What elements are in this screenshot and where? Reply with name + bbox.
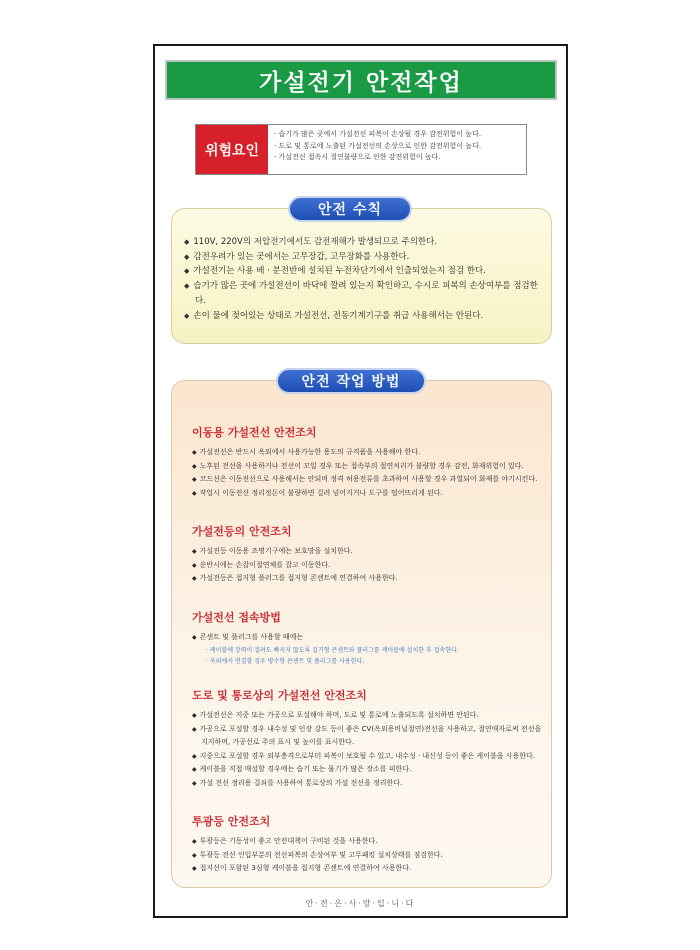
risk-factors-box <box>195 124 527 175</box>
list-item: ◆ 접지선이 포함된 3심형 케이블을 접지형 콘센트에 연결하여 사용한다. <box>192 862 544 876</box>
risk-item: · 습기가 많은 곳에서 가설전선 피복이 손상될 경우 감전위험이 높다. <box>274 129 481 141</box>
risk-item: · 도로 및 통로에 노출된 가설전선의 손상으로 인한 감전위험이 높다. <box>274 141 481 153</box>
rule-item: ◆ 습기가 많은 곳에 가설전선이 바닥에 깔려 있는지 확인하고, 수시로 피복의 손상여부를 점검한다. <box>184 279 541 308</box>
safety-rules-heading: 안전 수칙 <box>288 196 412 222</box>
title-banner <box>165 60 557 100</box>
section-title: 가설전등의 안전조치 <box>192 525 292 538</box>
list-item: ◆ 작업시 이동전선 정리정돈이 불량하면 걸려 넘어지거나 도구를 떨어뜨리게 된다. <box>192 487 544 501</box>
list-item: ◆ 투광등 전선 인입부분의 전선피복의 손상여부 및 고무패킹 설치상태를 점검한다. <box>192 849 544 863</box>
list-item: ◆ 가설전선은 지중 또는 가공으로 포설해야 하며, 도로 및 통로에 노출되도록 설치하면 안된다. <box>192 709 544 723</box>
section-title: 가설전선 접속방법 <box>192 611 281 624</box>
section-lamps <box>192 523 544 586</box>
list-item: ◆ 가설전선은 반드시 옥외에서 사용가능한 용도의 규격품을 사용해야 한다. <box>192 446 544 460</box>
rule-item: ◆ 감전우려가 있는 곳에서는 고무장갑, 고무장화를 사용한다. <box>184 250 541 265</box>
work-method-heading: 안전 작업 방법 <box>276 368 426 394</box>
list-item: ◆ 노후된 전선을 사용하거나 전선이 꼬일 경우 또는 접속부의 절연처리가 불량할 경우 감전, 화재위험이 있다. <box>192 460 544 474</box>
list-item: ◆ 가설 전선 정리용 걸쇠를 사용하여 통로상의 가설 전선을 정리한다. <box>192 777 544 791</box>
list-item: ◆ 가설전등은 접지형 플러그를 접지형 콘센트에 연결하여 사용한다. <box>192 572 544 586</box>
sub-item: · 옥외에서 연결할 경우 방수형 콘센트 및 플러그를 사용한다. <box>206 656 544 668</box>
risk-item: · 가설전선 접속시 절연불량으로 인한 감전위험이 높다. <box>274 152 481 164</box>
connection-sub-list <box>192 645 544 668</box>
section-list <box>192 446 544 500</box>
section-list <box>192 631 544 645</box>
rule-item: ◆ 손이 물에 젖어있는 상태로 가설전선, 전동기계기구를 취급 사용해서는 안된다. <box>184 309 541 324</box>
list-item: ◆ 운반시에는 손잡이절연체를 잡고 이동한다. <box>192 559 544 573</box>
list-item: ◆ 코드선은 이동전선으로 사용해서는 안되며 정격 허용전류를 초과하여 사용할 경우 과열되어 화재를 야기시킨다. <box>192 473 544 487</box>
risk-list <box>268 125 481 174</box>
section-title: 이동용 가설전선 안전조치 <box>192 426 317 439</box>
list-item: ◆ 지중으로 포설할 경우 외부충격으로부터 피복이 보호될 수 있고, 내수성 · 내신성 등이 좋은 케이블을 사용한다. <box>192 750 544 764</box>
section-list <box>192 709 544 791</box>
list-item: ◆ 투광등은 기동성이 좋고 안전대책이 구비된 것을 사용한다. <box>192 835 544 849</box>
risk-label: 위험요인 <box>196 125 268 174</box>
work-method-box <box>171 380 552 888</box>
footer-slogan: 안·전·은·사·랑·입·니·다 <box>305 899 416 908</box>
list-item: ◆ 콘센트 및 플러그를 사용할 때에는 <box>192 631 544 645</box>
section-list <box>192 835 544 876</box>
section-connection <box>192 609 544 668</box>
rule-item: ◆ 110V, 220V의 저압전기에서도 감전재해가 발생되므로 주의한다. <box>184 235 541 250</box>
section-mobile-wire <box>192 424 544 500</box>
page-title: 가설전기 안전작업 <box>259 69 463 96</box>
section-road-wire <box>192 687 544 791</box>
section-list <box>192 545 544 586</box>
list-item: ◆ 가공으로 포설할 경우 내수성 및 인장 강도 등이 좋은 CV(옥외용비닐절연)전선을 사용하고, 절연애자로써 전선을 지지하며, 가공선로 주의 표시 및 높이를 표시한다. <box>192 723 544 750</box>
list-item: ◆ 케이블을 직접 매설할 경우에는 습기 또는 물기가 많은 장소를 피한다. <box>192 763 544 777</box>
rule-item: ◆ 가설전기는 사용 배 · 분전반에 설치된 누전차단기에서 인출되었는지 점검 한다. <box>184 264 541 279</box>
sub-item: · 케이블에 장력이 걸려도 빠지지 않도록 걸기형 콘센트와 플러그를 케이블에 설치한 후 접속한다. <box>206 645 544 657</box>
section-floodlight <box>192 813 544 876</box>
list-item: ◆ 가설전등 이동용 조명기구에는 보호망을 설치한다. <box>192 545 544 559</box>
poster-frame <box>153 44 568 918</box>
section-title: 투광등 안전조치 <box>192 815 271 828</box>
safety-rules-list <box>172 209 551 323</box>
safety-rules-box <box>171 208 552 344</box>
section-title: 도로 및 통로상의 가설전선 안전조치 <box>192 689 367 702</box>
